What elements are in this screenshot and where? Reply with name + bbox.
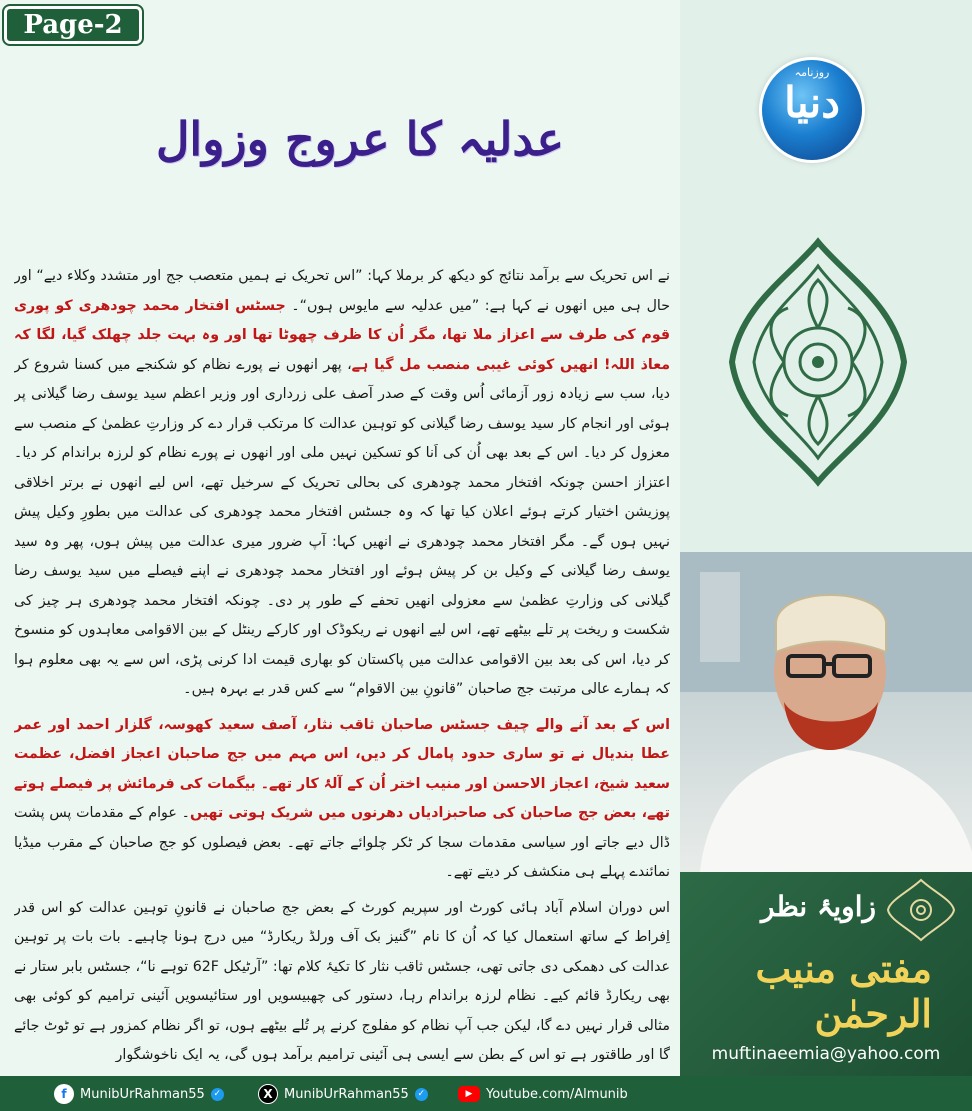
author-nameplate (680, 872, 972, 1076)
facebook-handle[interactable] (54, 1082, 224, 1106)
article-body (14, 262, 670, 1062)
youtube-link[interactable] (458, 1082, 628, 1106)
headline: عدلیہ کا عروج وزوال (156, 112, 564, 166)
nameplate-ornament-icon (886, 878, 956, 942)
verified-badge-icon: ✓ (415, 1088, 428, 1101)
islamic-ornament-icon (726, 236, 910, 488)
logo-title: دنیا (784, 78, 840, 127)
author-photo (680, 552, 972, 872)
facebook-icon: f (54, 1084, 74, 1104)
paragraph-2-highlight: اس کے بعد آنے والے چیف جسٹس صاحبان ثاقب نثار، آصف سعید کھوسہ، گلزار احمد اور عمر عطا بندیال نے تو ساری حدود پامال کر دیں، اس مہم میں جج صاحبان اعجاز افضل، عظمت سعید شیخ، اعجاز الاحسن اور منیب اختر اُن کے آلۂ کار تھے۔ بیگمات کی فرمائش پر فیصلے ہوتے تھے، بعض جج صاحبان کی صاحبزادیاں دھرنوں میں شریک ہوتی تھیں (14, 716, 670, 821)
author-portrait-icon (680, 552, 972, 872)
paragraph-1-text-a: نے اس تحریک سے برآمد نتائج کو دیکھ کر برملا کہا: ”اس تحریک نے ہمیں متعصب جج اور متشدد وکلاء دیے“ اور حال ہی میں انھوں نے کہا ہے: ”میں عدلیہ سے مایوس ہوں“۔ (14, 268, 670, 314)
youtube-label: Youtube.com/Almunib (486, 1086, 628, 1102)
paragraph-2-text: ۔ عوام کے مقدمات پس پشت ڈال دیے جاتے اور سیاسی مقدمات سجا کر ٹکر چلوائے جاتے تھے۔ بعض فیصلوں کو جج صاحبان کے مقرب میڈیا نمائندے پہلے ہی منکشف کر دیتے تھے۔ (14, 805, 670, 880)
author-name: مفتی منیب الرحمٰن (755, 946, 932, 1036)
page-badge: Page-2 (4, 6, 142, 44)
paragraph-1-text-b: ، پھر انھوں نے پورے نظام کو شکنجے میں کسنا شروع کر دیا، سب سے زیادہ زور آزمائی اُس وقت کے صدر آصف علی زرداری اور وزیر اعظم سید یوسف رضا گیلانی پر ہوئی اور انجام کار سید یوسف رضا گیلانی کو توہین عدالت کا مرتکب قرار دے کر وزارتِ عظمیٰ کے منصب سے معزول کر دیا۔ اس کے بعد بھی اُن کی اَنا کو تسکین نہیں ملی اور انھوں نے پورے نظام کو لرزہ براندام کر دیا۔ اعتزاز احسن چونکہ افتخار محمد چودھری کی بحالی تحریک کے سرخیل تھے، اس لیے انھوں نے برتر اخلاقی پوزیشن اختیار کرتے ہوئے اعلان کیا تھا کہ وہ جسٹس افتخار محمد چودھری کی عدالت میں بطورِ وکیل پیش نہیں ہوں گے۔ مگر افتخار محمد چودھری نے انھیں کہا: آپ ضرور میری عدالت میں پیش ہوں، پھر وہ سید یوسف رضا گیلانی کے وکیل بن کر پیش ہوئے اور افتخار محمد چودھری نے اپنے فیصلے میں سید یوسف رضا گیلانی کی وزارتِ عظمیٰ سے معزولی انھیں تحفے کے طور پر دی۔ چونکہ افتخار محمد چودھری ہر چیز کی شکست و ریخت پر تلے بیٹھے تھے، اس لیے انھوں نے ریکوڈک اور کارکے رینٹل کے بین الاقوامی معاہدوں کو منسوخ کر دیا، اس کی بعد بین الاقوامی عدالت میں پاکستان کو بھاری قیمت ادا کرنی پڑی، اس سے یہ بھی معلوم ہوا کہ ہمارے عالی مرتبت جج صاحبان ”قانونِ بین الاقوام“ سے کس قدر بے بہرہ ہیں۔ (14, 356, 670, 697)
x-handle[interactable] (258, 1082, 428, 1106)
facebook-label: MunibUrRahman55 (80, 1086, 205, 1102)
author-email[interactable]: muftinaeemia@yahoo.com (711, 1044, 941, 1064)
youtube-icon: ▶ (458, 1086, 480, 1102)
x-label: MunibUrRahman55 (284, 1086, 409, 1102)
verified-badge-icon: ✓ (211, 1088, 224, 1101)
x-icon: X (258, 1084, 278, 1104)
column-title: زاویۂ نظر (761, 890, 876, 923)
paragraph-1-highlight: جسٹس افتخار محمد چودھری کو پوری قوم کی طرف سے اعزاز ملا تھا، مگر اُن کا ظرف چھوٹا تھا اور وہ بہت جلد چھلک گیا، لگا کہ معاذ اللہ! انھیں کوئی غیبی منصب مل گیا ہے (14, 297, 670, 373)
logo-subtitle: روزنامہ (794, 66, 830, 79)
paragraph-3: اس دوران اسلام آباد ہائی کورٹ اور سپریم کورٹ کے بعض جج صاحبان نے قانونِ توہین عدالت کو اس قدر اِفراط کے ساتھ استعمال کیا کہ اُن کا نام ”گنیز بک آف ورلڈ ریکارڈ“ میں درج ہونا چاہیے۔ بات بات پر توہین عدالت کی دھمکی دی جاتی تھی، جسٹس ثاقب نثار کا تکیۂ کلام تھا: ”آرٹیکل 62F توہے نا“، جسٹس بابر ستار نے بھی ریکارڈ قائم کیے۔ نظام لرزہ براندام رہا، دستور کی چھبیسویں اور ستائیسویں آئینی ترامیم کو کوئی بھی مثالی قرار نہیں دے گا، لیکن جب آپ نظام کو مفلوج کرنے پر تُلے بیٹھے ہوں، تو اگر نظام کمزور ہے تو ٹوٹ جائے گا اور طاقتور ہے تو اس کے بطن سے ایسی ہی آئینی ترامیم برآمد ہوں گی، یہ ایک ناخوشگوار (14, 899, 670, 1062)
paragraph-2 (14, 711, 670, 888)
footer-bar (0, 1076, 972, 1111)
paragraph-1 (14, 262, 670, 705)
newspaper-logo (762, 60, 862, 160)
